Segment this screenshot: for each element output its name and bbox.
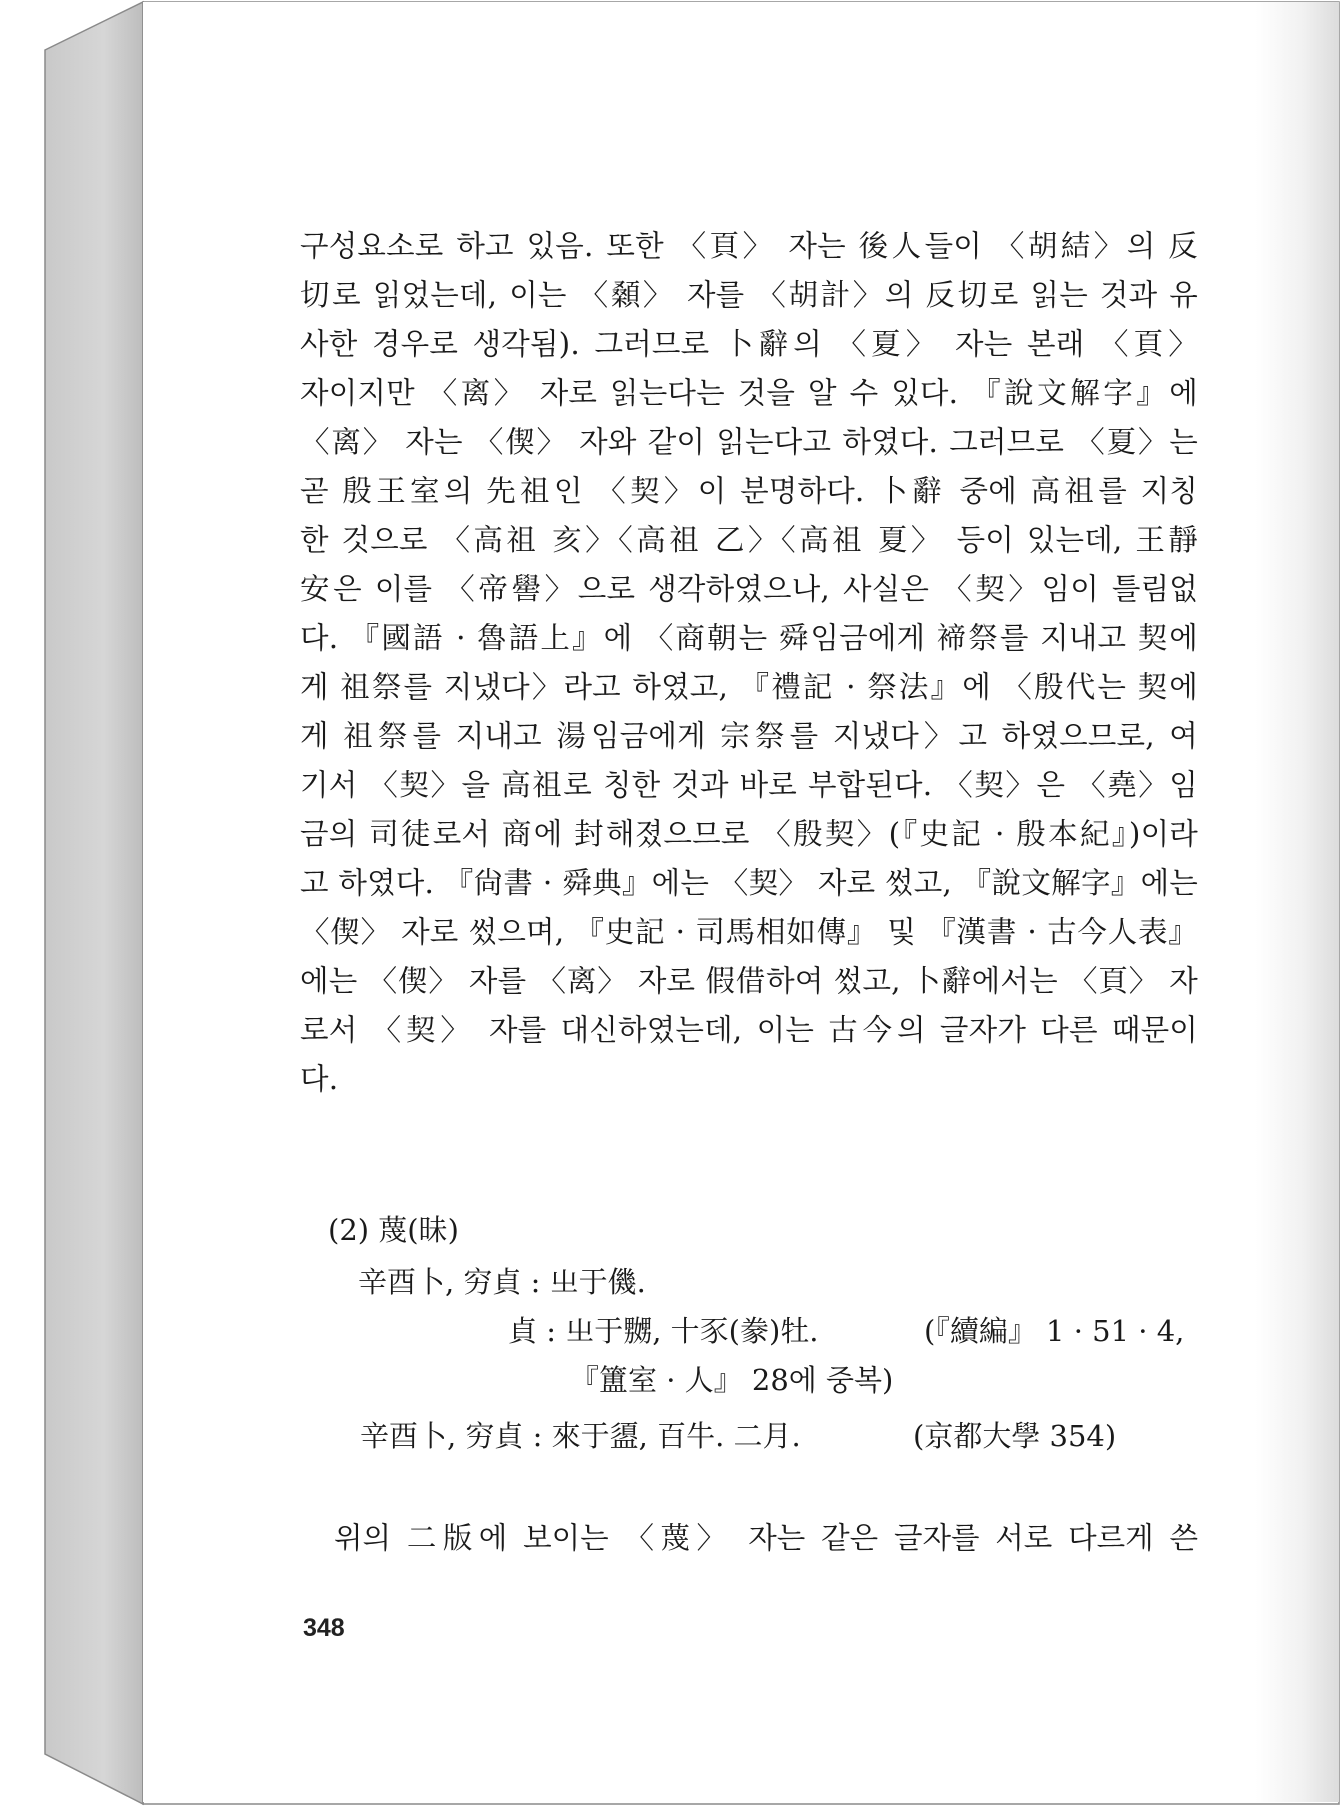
example-line: 『簠室 · 人』 28에 중복) (570, 1363, 894, 1397)
example-line: 貞 : 㞢于嬲, 十豕(豢)牡. (508, 1314, 819, 1348)
text-line: 금의 司徒로서 商에 封해졌으므로 〈殷契〉(『史記 · 殷本紀』)이라 (300, 817, 1198, 851)
text-line: 게 祖祭를 지내고 湯임금에게 宗祭를 지냈다〉고 하였으므로, 여 (300, 719, 1198, 753)
example-reference: (『續編』 1 · 51 · 4, (924, 1314, 1185, 1348)
example-line: 辛酉卜, 穷貞 : 㞢于僟. (358, 1265, 646, 1299)
example-line: 辛酉卜, 穷貞 : 來于盨, 百牛. 二月. (360, 1419, 801, 1453)
text-line: 곧 殷王室의 先祖인 〈契〉이 분명하다. 卜辭 중에 高祖를 지칭 (300, 474, 1198, 508)
text-line: 切로 읽었는데, 이는 〈顙〉 자를 〈胡計〉의 反切로 읽는 것과 유 (300, 278, 1198, 312)
text-line: 구성요소로 하고 있음. 또한 〈頁〉 자는 後人들이 〈胡結〉의 反 (300, 229, 1198, 263)
text-line: 로서 〈契〉 자를 대신하였는데, 이는 古今의 글자가 다른 때문이 (300, 1013, 1198, 1047)
example-reference: (京都大學 354) (913, 1419, 1117, 1453)
text-line: 사한 경우로 생각됨). 그러므로 卜辭의 〈夏〉 자는 본래 〈頁〉 (300, 327, 1198, 361)
text-line: 게 祖祭를 지냈다〉라고 하였고, 『禮記 · 祭法』에 〈殷代는 契에 (300, 670, 1198, 704)
text-line: 〈偰〉 자로 썼으며, 『史記 · 司馬相如傳』 및 『漢書 · 古今人表』 (300, 915, 1198, 949)
text-line: 고 하였다. 『尙書 · 舜典』에는 〈契〉 자로 썼고, 『說文解字』에는 (300, 866, 1198, 900)
text-line: 安은 이를 〈帝嚳〉으로 생각하였으나, 사실은 〈契〉임이 틀림없 (300, 572, 1198, 606)
page-number: 348 (303, 1614, 345, 1642)
text-line: 〈离〉 자는 〈偰〉 자와 같이 읽는다고 하였다. 그러므로 〈夏〉는 (300, 425, 1198, 459)
text-line: 다. (300, 1062, 339, 1096)
body-text (300, 222, 1198, 1104)
text-line: 에는 〈偰〉 자를 〈离〉 자로 假借하여 썼고, 卜辭에서는 〈頁〉 자 (300, 964, 1198, 998)
example-heading: (2) 蔑(昧) (328, 1213, 459, 1247)
text-line: 한 것으로 〈高祖 亥〉〈高祖 乙〉〈高祖 夏〉 등이 있는데, 王靜 (300, 523, 1198, 557)
paragraph-start-line: 위의 二版에 보이는 〈蔑〉 자는 같은 글자를 서로 다르게 쓴 (334, 1521, 1198, 1555)
text-line: 자이지만 〈离〉 자로 읽는다는 것을 알 수 있다. 『說文解字』에 (300, 376, 1198, 410)
text-line: 다. 『國語 · 魯語上』에 〈商朝는 舜임금에게 褅祭를 지내고 契에 (300, 621, 1198, 655)
text-line: 기서 〈契〉을 高祖로 칭한 것과 바로 부합된다. 〈契〉은 〈堯〉임 (300, 768, 1198, 802)
